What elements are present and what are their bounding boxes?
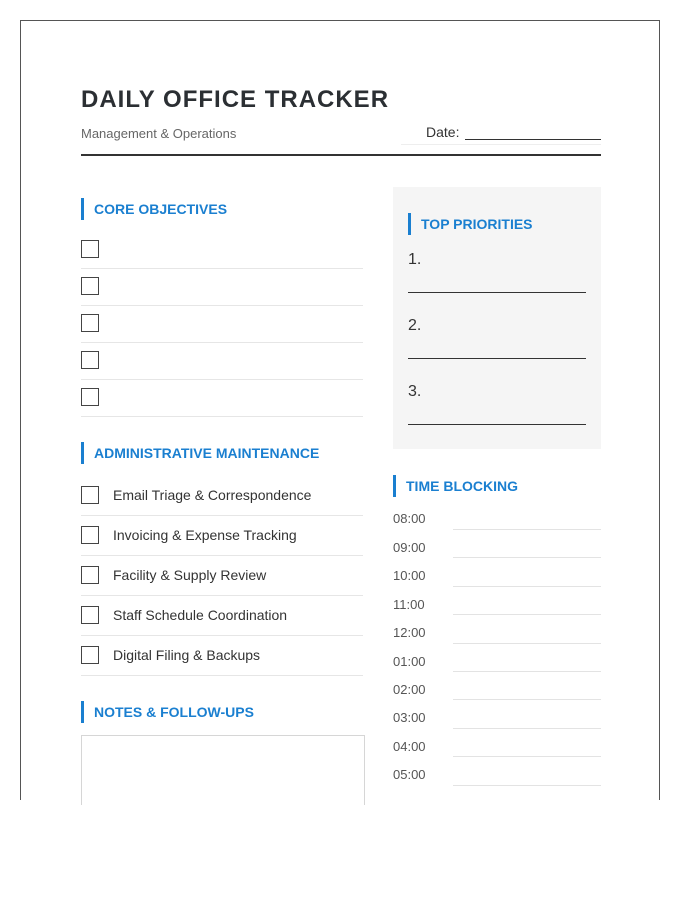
admin-task-checkbox[interactable] <box>81 606 99 624</box>
admin-row-line <box>81 595 363 596</box>
time-slot-label: 01:00 <box>393 654 426 669</box>
time-slot-label: 11:00 <box>393 597 425 612</box>
time-blocking-title: TIME BLOCKING <box>393 475 518 497</box>
time-slot-line[interactable] <box>453 529 601 530</box>
core-objectives-title: CORE OBJECTIVES <box>81 198 227 220</box>
time-slot-label: 04:00 <box>393 739 426 754</box>
admin-task-label: Email Triage & Correspondence <box>113 487 312 503</box>
objective-checkbox[interactable] <box>81 351 99 369</box>
priority-number: 3. <box>408 383 422 400</box>
admin-row-line <box>81 635 363 636</box>
time-slot-line[interactable] <box>453 728 601 729</box>
time-slot-label: 02:00 <box>393 682 426 697</box>
admin-task-checkbox[interactable] <box>81 566 99 584</box>
admin-task-label: Facility & Supply Review <box>113 567 267 583</box>
objective-checkbox[interactable] <box>81 277 99 295</box>
time-slot-line[interactable] <box>453 756 601 757</box>
objective-checkbox[interactable] <box>81 388 99 406</box>
time-slot-line[interactable] <box>453 643 601 644</box>
time-slot-line[interactable] <box>453 785 601 786</box>
priority-line[interactable] <box>408 292 586 293</box>
admin-row-line <box>81 675 363 676</box>
time-slot-line[interactable] <box>453 557 601 558</box>
objective-checkbox[interactable] <box>81 314 99 332</box>
priority-line[interactable] <box>408 424 586 425</box>
admin-task-checkbox[interactable] <box>81 486 99 504</box>
date-label: Date: <box>426 124 460 140</box>
priority-number: 2. <box>408 317 422 334</box>
date-field[interactable] <box>401 124 601 145</box>
time-slot-line[interactable] <box>453 586 601 587</box>
notes-title: NOTES & FOLLOW-UPS <box>81 701 254 723</box>
admin-task-checkbox[interactable] <box>81 526 99 544</box>
priority-number: 1. <box>408 251 422 268</box>
admin-maintenance-title: ADMINISTRATIVE MAINTENANCE <box>81 442 319 464</box>
page-subtitle: Management & Operations <box>81 126 237 141</box>
time-slot-line[interactable] <box>453 614 601 615</box>
objective-row-line <box>81 342 363 343</box>
admin-row-line <box>81 555 363 556</box>
time-slot-line[interactable] <box>453 699 601 700</box>
time-slot-line[interactable] <box>453 671 601 672</box>
admin-task-label: Invoicing & Expense Tracking <box>113 527 297 543</box>
time-slot-label: 03:00 <box>393 710 426 725</box>
time-slot-label: 12:00 <box>393 625 426 640</box>
header-divider <box>81 154 601 156</box>
top-priorities-title: TOP PRIORITIES <box>408 213 533 235</box>
objective-row-line <box>81 268 363 269</box>
time-slot-label: 10:00 <box>393 568 426 583</box>
admin-task-checkbox[interactable] <box>81 646 99 664</box>
time-slot-label: 05:00 <box>393 767 426 782</box>
admin-task-label: Digital Filing & Backups <box>113 647 261 663</box>
admin-task-label: Staff Schedule Coordination <box>113 607 288 623</box>
objective-checkbox[interactable] <box>81 240 99 258</box>
admin-row-line <box>81 515 363 516</box>
time-slot-label: 08:00 <box>393 511 426 526</box>
objective-row-line <box>81 416 363 417</box>
objective-row-line <box>81 305 363 306</box>
priority-line[interactable] <box>408 358 586 359</box>
objective-row-line <box>81 379 363 380</box>
notes-textarea[interactable] <box>81 735 365 805</box>
time-slot-label: 09:00 <box>393 540 426 555</box>
page-title: DAILY OFFICE TRACKER <box>81 86 390 113</box>
date-line[interactable] <box>465 139 601 140</box>
